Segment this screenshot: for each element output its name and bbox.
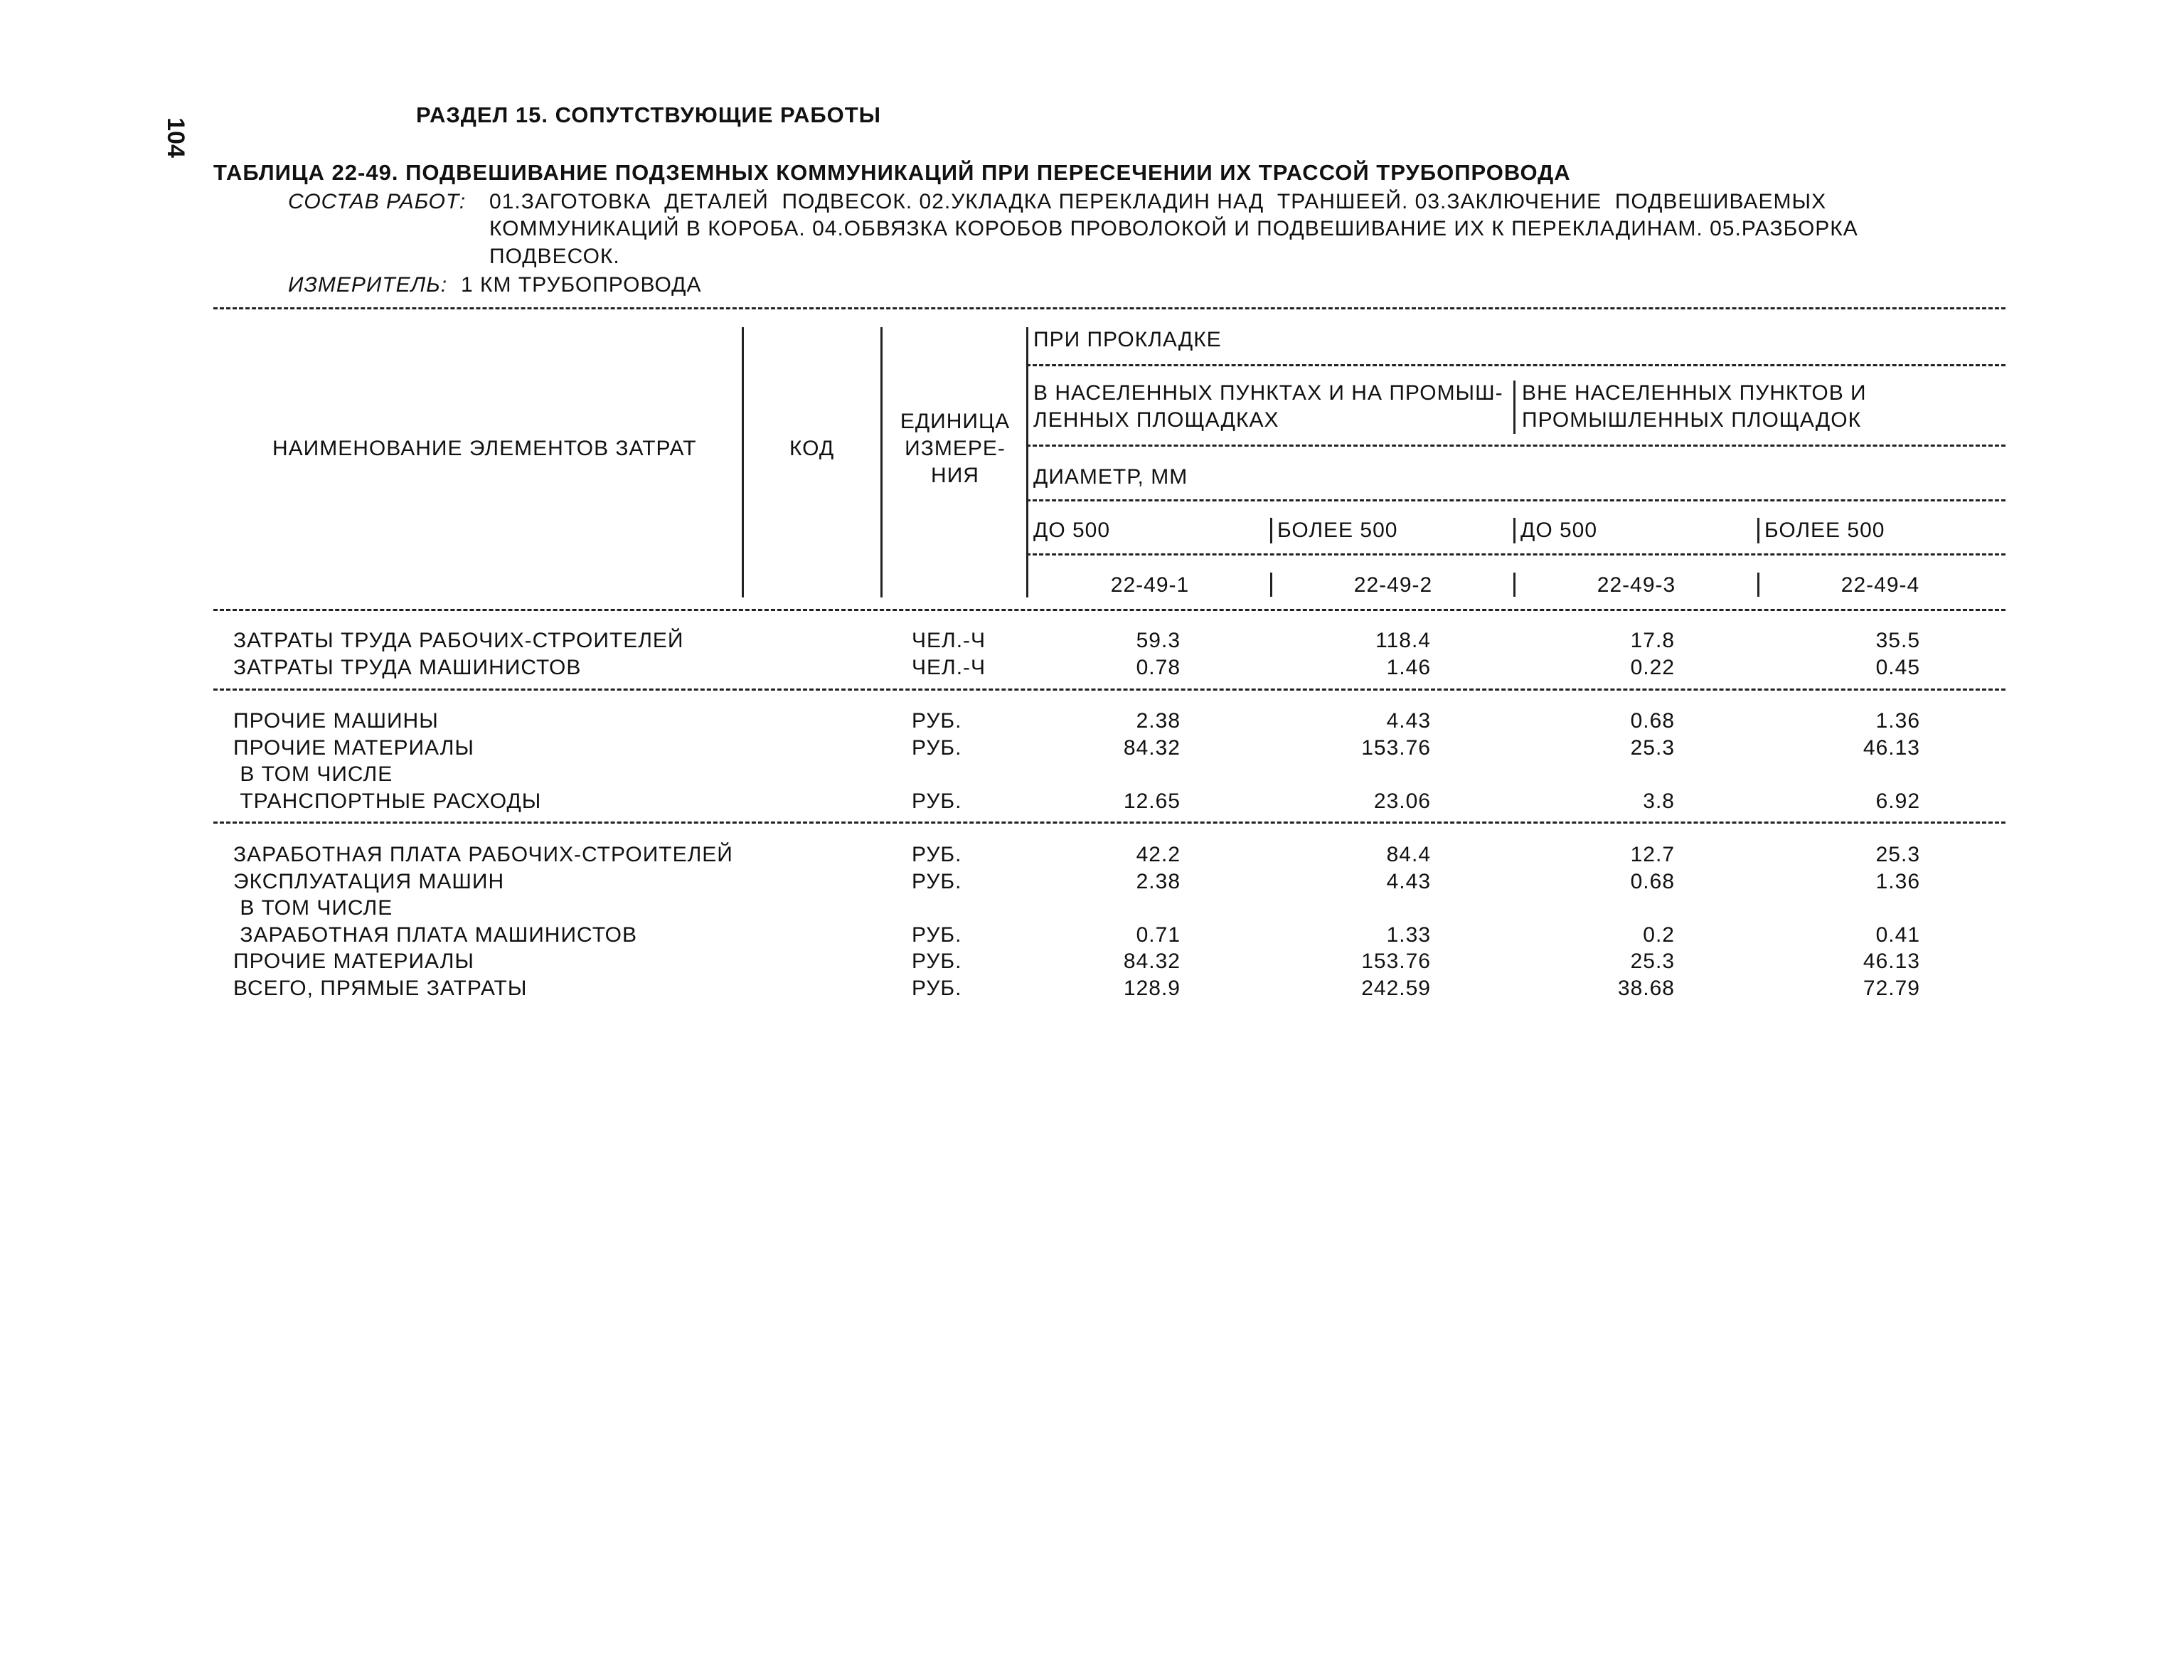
header-code: 22-49-3 [1597,573,1676,597]
row-value: 0.78 [1136,656,1181,679]
row-unit: РУБ. [912,790,962,813]
row-name: ЗАРАБОТНАЯ ПЛАТА МАШИНИСТОВ [233,923,638,947]
row-name: ТРАНСПОРТНЫЕ РАСХОДЫ [233,790,542,813]
row-value: 84.32 [1123,736,1181,760]
section-title: РАЗДЕЛ 15. СОПУТСТВУЮЩИЕ РАБОТЫ [416,102,882,127]
row-name: ЗАРАБОТНАЯ ПЛАТА РАБОЧИХ-СТРОИТЕЛЕЙ [233,843,733,866]
row-value: 25.3 [1630,736,1675,760]
row-value: 0.68 [1630,870,1675,893]
header-laying: ПРИ ПРОКЛАДКЕ [1033,328,1222,351]
row-value: 72.79 [1863,977,1920,1000]
header-code-col: КОД [789,437,835,460]
row-value: 46.13 [1863,950,1920,973]
col-divider [880,327,883,597]
row-value: 59.3 [1136,629,1181,652]
row-value: 0.71 [1136,923,1181,947]
row-name: В ТОМ ЧИСЛЕ [233,762,393,786]
row-value: 25.3 [1875,843,1920,866]
col-divider [1270,518,1272,543]
row-name: ЗАТРАТЫ ТРУДА РАБОЧИХ-СТРОИТЕЛЕЙ [233,629,684,652]
work-label: СОСТАВ РАБОТ: [288,190,467,213]
work-line: 01.ЗАГОТОВКА ДЕТАЛЕЙ ПОДВЕСОК. 02.УКЛАДКА ПЕРЕКЛАДИН НАД ТРАНШЕЕЙ. 03.ЗАКЛЮЧЕНИЕ ПОДВЕШИВАЕМЫХ [489,190,1827,213]
row-name: ПРОЧИЕ МАТЕРИАЛЫ [233,736,474,760]
page-number: 104 [161,117,189,158]
row-value: 1.33 [1386,923,1431,947]
header-code: 22-49-2 [1353,573,1433,597]
row-name: ПРОЧИЕ МАТЕРИАЛЫ [233,950,474,973]
header-unit-col: НИЯ [931,464,979,487]
header-diam-col: БОЛЕЕ 500 [1764,519,1885,542]
row-value: 242.59 [1361,977,1431,1000]
row-unit: ЧЕЛ.-Ч [912,629,986,652]
col-divider [742,327,744,597]
work-line: ПОДВЕСОК. [489,245,620,268]
header-rule [1026,499,2005,501]
row-value: 12.7 [1630,843,1675,866]
work-line: КОММУНИКАЦИЙ В КОРОБА. 04.ОБВЯЗКА КОРОБОВ ПРОВОЛОКОЙ И ПОДВЕШИВАНИЕ ИХ К ПЕРЕКЛАДИНАМ. 05.РАЗБОРКА [489,217,1858,240]
header-rule [1026,445,2005,447]
row-value: 42.2 [1136,843,1181,866]
header-bottom-rule [213,609,2005,611]
row-value: 2.38 [1136,870,1181,893]
header-diam-col: ДО 500 [1033,519,1111,542]
header-rule [1026,364,2005,366]
row-value: 35.5 [1875,629,1920,652]
row-unit: РУБ. [912,709,962,733]
col-divider [1757,573,1759,597]
row-value: 38.68 [1617,977,1675,1000]
block-rule [213,689,2005,691]
row-value: 4.43 [1386,870,1431,893]
header-rule [1026,553,2005,555]
col-divider [1513,573,1516,597]
header-diameter: ДИАМЕТР, ММ [1033,465,1188,489]
row-unit: РУБ. [912,870,962,893]
measure-value: 1 КМ ТРУБОПРОВОДА [461,273,702,297]
row-unit: РУБ. [912,977,962,1000]
row-value: 12.65 [1123,790,1181,813]
row-value: 153.76 [1361,736,1431,760]
col-divider [1513,381,1516,434]
measure-label: ИЗМЕРИТЕЛЬ: [288,273,448,297]
row-unit: РУБ. [912,843,962,866]
row-value: 1.36 [1875,709,1920,733]
row-unit: РУБ. [912,950,962,973]
header-code: 22-49-1 [1110,573,1190,597]
row-value: 6.92 [1875,790,1920,813]
header-group1: ЛЕННЫХ ПЛОЩАДКАХ [1033,408,1279,432]
col-divider [1513,518,1516,543]
col-divider [1270,573,1272,597]
header-unit-col: ЕДИНИЦА [900,410,1011,433]
row-value: 0.41 [1875,923,1920,947]
row-name: ЗАТРАТЫ ТРУДА МАШИНИСТОВ [233,656,582,679]
row-value: 0.68 [1630,709,1675,733]
row-name: ЭКСПЛУАТАЦИЯ МАШИН [233,870,505,893]
row-value: 0.22 [1630,656,1675,679]
row-unit: РУБ. [912,923,962,947]
row-value: 4.43 [1386,709,1431,733]
table-title: ТАБЛИЦА 22-49. ПОДВЕШИВАНИЕ ПОДЗЕМНЫХ КОММУНИКАЦИЙ ПРИ ПЕРЕСЕЧЕНИИ ИХ ТРАССОЙ ТРУБОПРОВОДА [213,160,1571,185]
header-unit-col: ИЗМЕРЕ- [905,437,1006,460]
row-value: 23.06 [1373,790,1431,813]
row-value: 25.3 [1630,950,1675,973]
row-value: 46.13 [1863,736,1920,760]
header-top-rule [213,307,2005,309]
row-value: 3.8 [1643,790,1675,813]
header-diam-col: БОЛЕЕ 500 [1277,519,1398,542]
row-value: 118.4 [1375,629,1431,652]
row-value: 2.38 [1136,709,1181,733]
header-diam-col: ДО 500 [1520,519,1598,542]
header-name-col: НАИМЕНОВАНИЕ ЭЛЕМЕНТОВ ЗАТРАТ [272,437,697,460]
row-value: 0.45 [1875,656,1920,679]
row-value: 1.46 [1386,656,1431,679]
row-value: 128.9 [1123,977,1181,1000]
header-group2: ПРОМЫШЛЕННЫХ ПЛОЩАДОК [1522,408,1862,432]
col-divider [1026,327,1028,597]
row-unit: ЧЕЛ.-Ч [912,656,986,679]
row-name: ПРОЧИЕ МАШИНЫ [233,709,439,733]
row-value: 84.32 [1123,950,1181,973]
row-unit: РУБ. [912,736,962,760]
row-value: 17.8 [1630,629,1675,652]
row-value: 1.36 [1875,870,1920,893]
col-divider [1757,518,1759,543]
row-name: В ТОМ ЧИСЛЕ [233,896,393,920]
row-value: 84.4 [1386,843,1431,866]
row-value: 0.2 [1643,923,1675,947]
header-code: 22-49-4 [1841,573,1920,597]
header-group2: ВНЕ НАСЕЛЕННЫХ ПУНКТОВ И [1522,381,1867,405]
row-name: ВСЕГО, ПРЯМЫЕ ЗАТРАТЫ [233,977,528,1000]
row-value: 153.76 [1361,950,1431,973]
header-group1: В НАСЕЛЕННЫХ ПУНКТАХ И НА ПРОМЫШ- [1033,381,1503,405]
block-rule [213,822,2005,824]
